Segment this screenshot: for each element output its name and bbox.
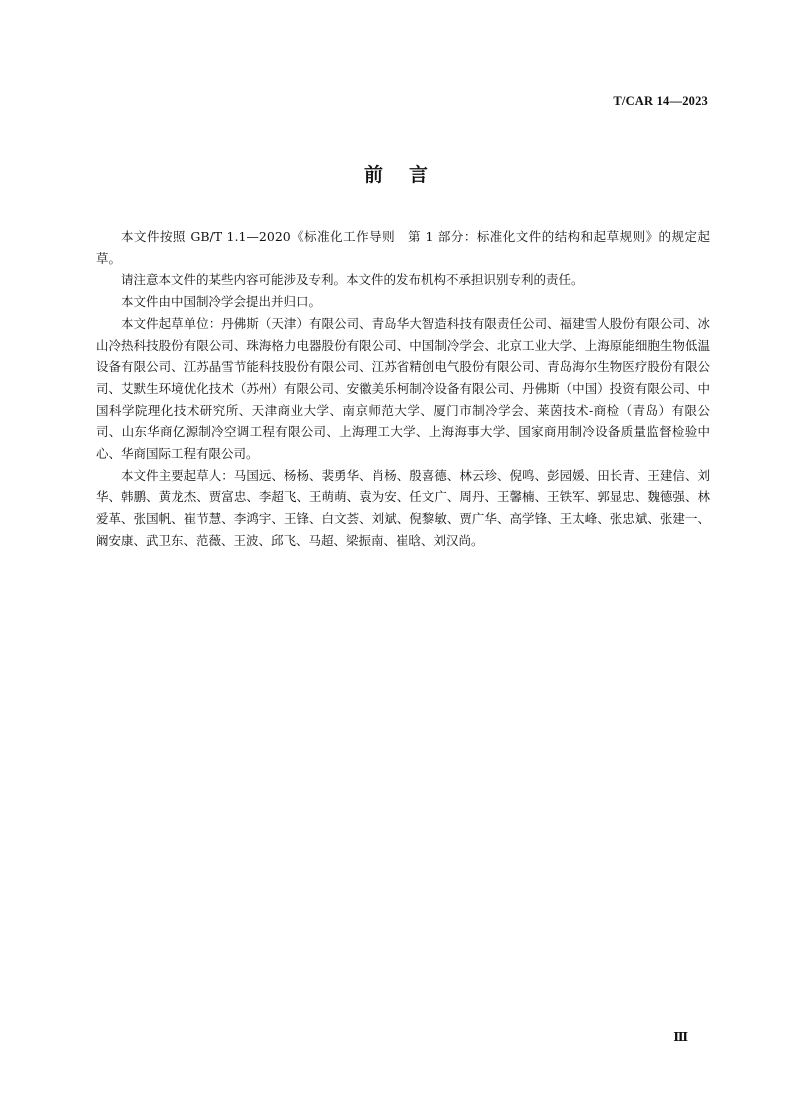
document-number: T/CAR 14—2023 (613, 94, 708, 108)
paragraph-drafting-units: 本文件起草单位：丹佛斯（天津）有限公司、青岛华大智造科技有限责任公司、福建雪人股份有限公司、冰山冷热科技股份有限公司、珠海格力电器股份有限公司、中国制冷学会、北京工业大学、上海原能细胞生物低温设备有限公司、江苏晶雪节能科技股份有限公司、江苏省精创电气股份有限公司、青岛海尔生物医疗股份有限公司、艾默生环境优化技术（苏州）有限公司、安徽美乐柯制冷设备有限公司、丹佛斯（中国）投资有限公司、中国科学院理化技术研究所、天津商业大学、南京师范大学、厦门市制冷学会、莱茵技术-商检（青岛）有限公司、山东华商亿源制冷空调工程有限公司、上海理工大学、上海海事大学、国家商用制冷设备质量监督检验中心、华商国际工程有限公司。 (96, 315, 710, 462)
page-number: Ⅲ (673, 1030, 688, 1044)
body-text (96, 226, 710, 552)
page-title: 前言 (363, 164, 454, 186)
paragraph-drafters: 本文件主要起草人：马国远、杨杨、裴勇华、肖杨、殷喜德、林云珍、倪鸣、彭园媛、田长青、王建信、刘华、韩鹏、黄龙杰、贾富忠、李超飞、王萌萌、袁为安、任文广、周丹、王馨楠、王铁军、郭显忠、魏德强、林爱革、张国帆、崔节慧、李鸿宇、王锋、白文荟、刘斌、倪黎敏、贾广华、高学锋、王太峰、张忠斌、张建一、阚安康、武卫东、范薇、王波、邱飞、马超、梁振南、崔晗、刘汉尚。 (96, 467, 710, 548)
paragraph-proposer: 本文件由中国制冷学会提出并归口。 (121, 294, 322, 310)
paragraph-patent-notice: 请注意本文件的某些内容可能涉及专利。本文件的发布机构不承担识别专利的责任。 (121, 272, 584, 288)
paragraph-drafting-rules: 本文件按照 GB/T 1.1—2020《标准化工作导则 第 1 部分：标准化文件的结构和起草规则》的规定起草。 (96, 229, 710, 266)
